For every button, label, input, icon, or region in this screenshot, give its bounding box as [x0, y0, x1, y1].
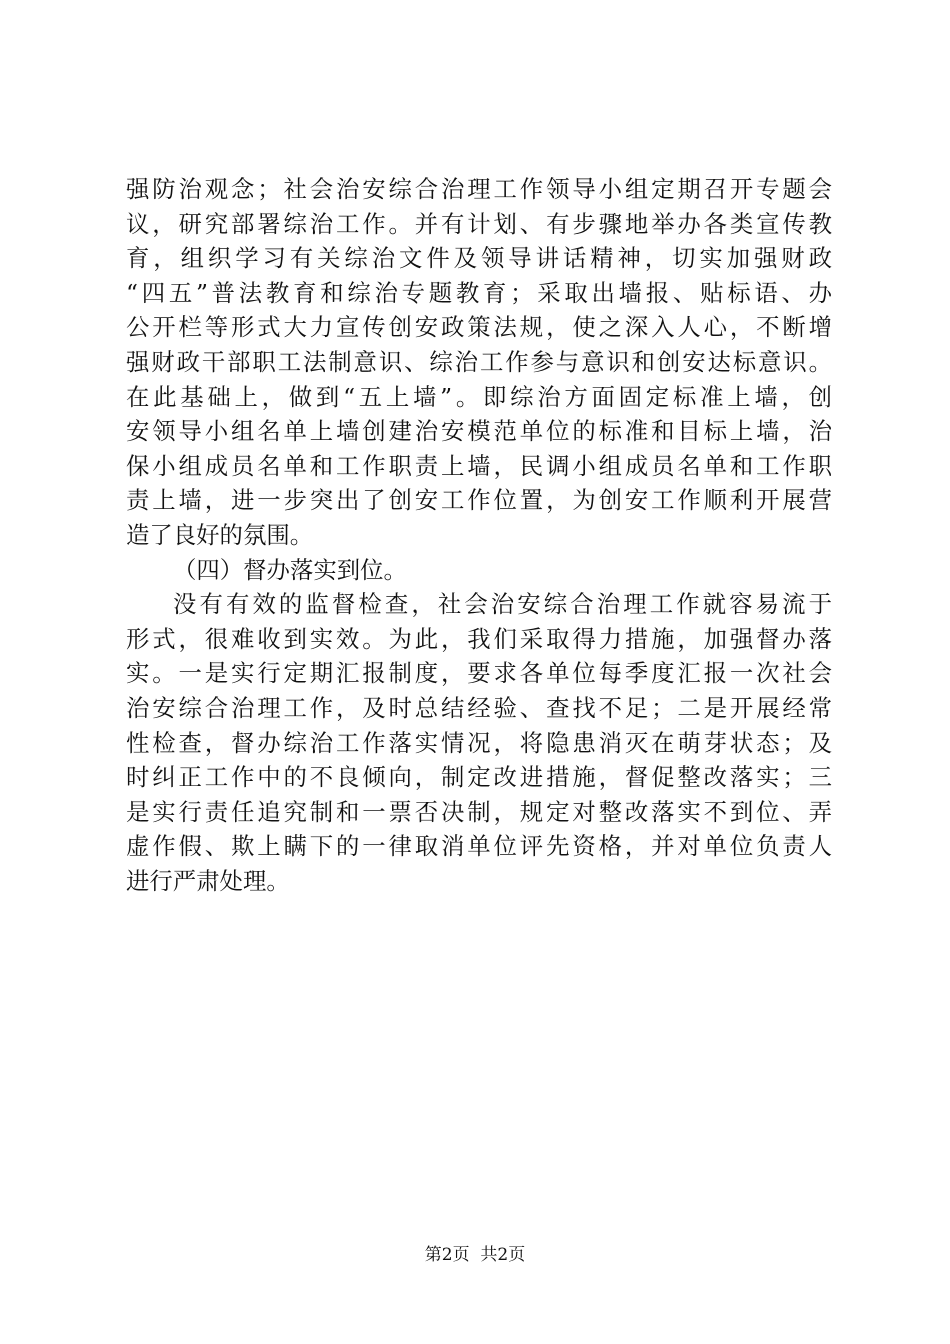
text-line: 造了良好的氛围。: [126, 520, 314, 549]
text-line: 没有有效的监督检查，社会治安综合治理工作就容易流于: [173, 590, 832, 619]
text-line: 形式，很难收到实效。为此，我们采取得力措施，加强督办落: [126, 624, 832, 653]
text-line: 育，组织学习有关综治文件及领导讲话精神，切实加强财政: [126, 244, 832, 273]
text-line: 在此基础上，做到“五上墙”。即综治方面固定标准上墙，创: [126, 382, 832, 411]
text-line: 强财政干部职工法制意识、综治工作参与意识和创安达标意识。: [126, 347, 832, 376]
text-line: 时纠正工作中的不良倾向，制定改进措施，督促整改落实；三: [126, 763, 832, 792]
document-body: [126, 172, 832, 898]
text-line: 性检查，督办综治工作落实情况，将隐患消灭在萌芽状态；及: [126, 728, 832, 757]
section-heading: （四）督办落实到位。: [173, 555, 407, 584]
text-line: 实。一是实行定期汇报制度，要求各单位每季度汇报一次社会: [126, 659, 832, 688]
text-line: 议，研究部署综治工作。并有计划、有步骤地举办各类宣传教: [126, 209, 832, 238]
text-line: “四五”普法教育和综治专题教育；采取出墙报、贴标语、办: [126, 278, 832, 307]
page-footer: [0, 1243, 950, 1267]
text-line: 强防治观念；社会治安综合治理工作领导小组定期召开专题会: [126, 175, 832, 203]
text-line: 公开栏等形式大力宣传创安政策法规，使之深入人心，不断增: [126, 313, 832, 342]
text-line: 保小组成员名单和工作职责上墙，民调小组成员名单和工作职: [126, 451, 832, 480]
page-number-label: 第2页 共2页: [424, 1245, 526, 1265]
text-line: 虚作假、欺上瞒下的一律取消单位评先资格，并对单位负责人: [126, 832, 832, 861]
text-line: 治安综合治理工作，及时总结经验、查找不足；二是开展经常: [126, 693, 832, 722]
text-line: 安领导小组名单上墙创建治安模范单位的标准和目标上墙，治: [126, 417, 832, 446]
text-line: 是实行责任追究制和一票否决制，规定对整改落实不到位、弄: [126, 797, 832, 826]
text-line: 责上墙，进一步突出了创安工作位置，为创安工作顺利开展营: [126, 486, 832, 515]
text-line: 进行严肃处理。: [126, 866, 290, 895]
